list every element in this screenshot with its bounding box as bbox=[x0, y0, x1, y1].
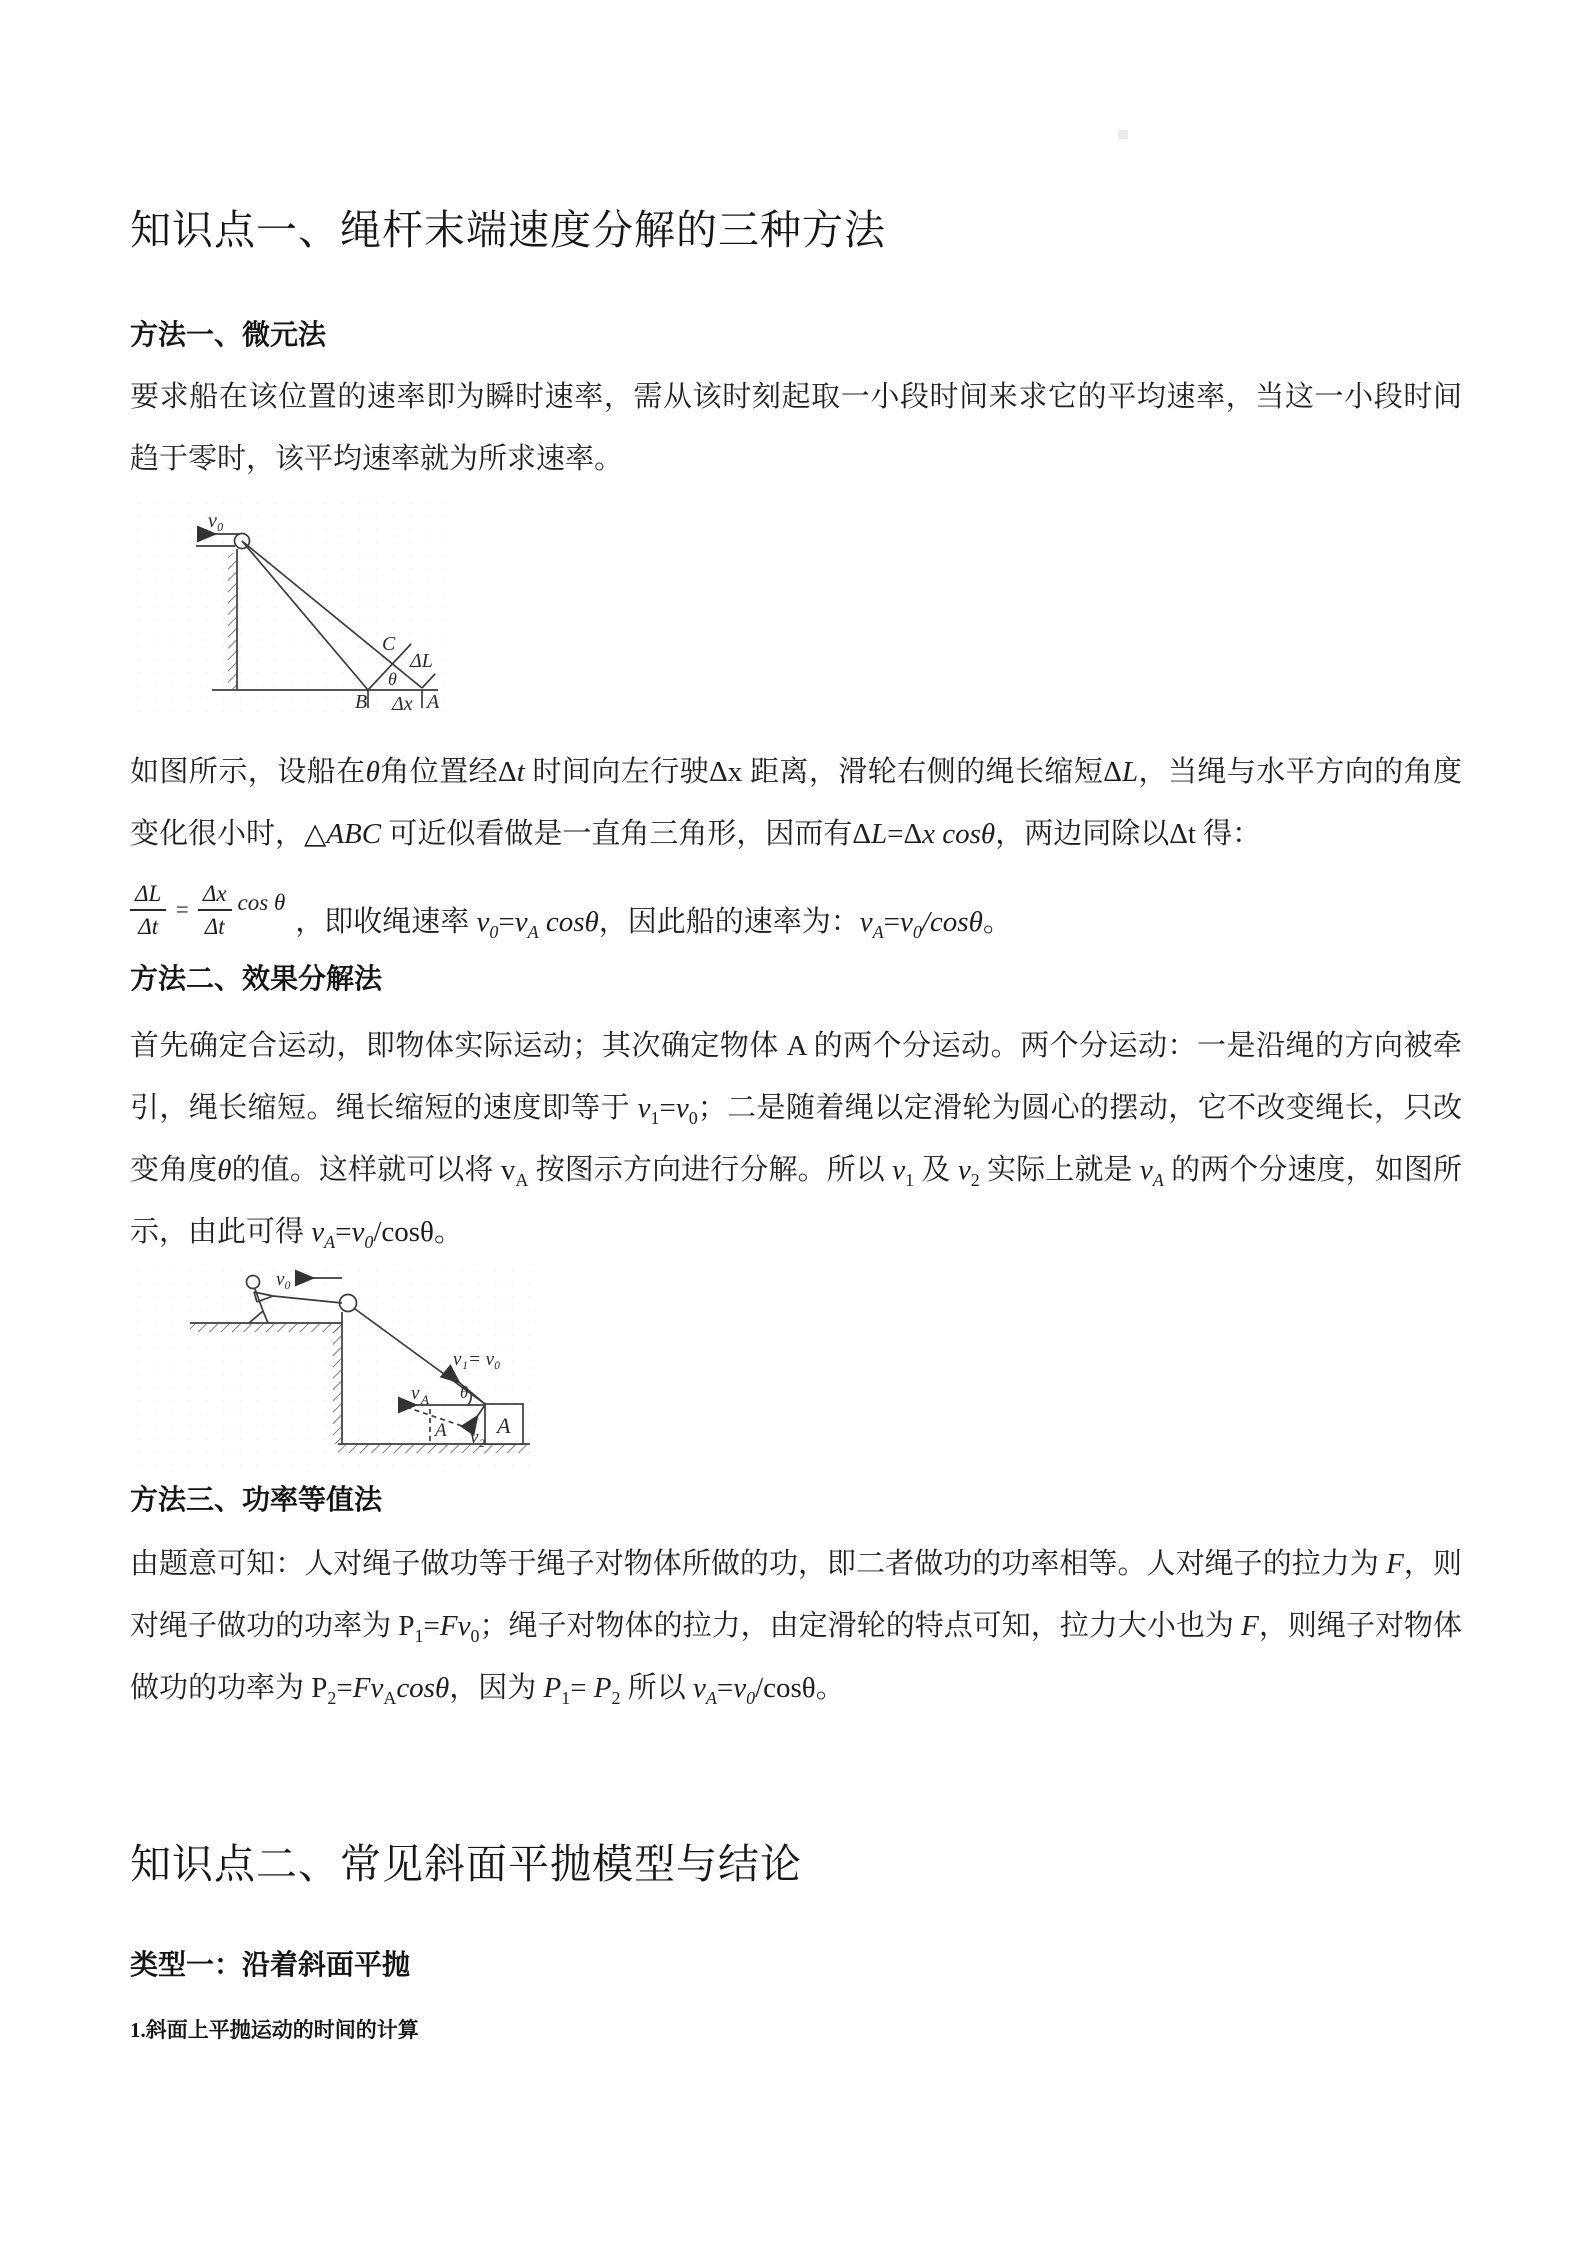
fraction-dx-dt bbox=[198, 880, 232, 940]
scan-artifact bbox=[1118, 130, 1128, 139]
figure2-svg bbox=[130, 1264, 542, 1466]
formula-line bbox=[130, 880, 1012, 943]
section1-title: 知识点一、绳杆末端速度分解的三种方法 bbox=[130, 206, 886, 254]
method2-heading: 方法二、效果分解法 bbox=[130, 964, 383, 995]
label-B: B bbox=[355, 691, 368, 713]
cliff-wall-hatch bbox=[333, 1324, 342, 1444]
person-body bbox=[249, 1289, 273, 1323]
label-A: A bbox=[427, 691, 440, 713]
method2-paragraph: 首先确定合运动，即物体实际运动；其次确定物体 A 的两个分运动。两个分运动：一是沿绳的方向被牵引，绳长缩短。绳长缩短的速度即等于 $v_1=v_0$；二是随着绳以定滑轮为圆心的摆动，它不改变绳长，只改变角度θ的值。这样就可以将 $v_A$ 按图示方向进行分解。所以 $v_1$ 及 $v_2$ 实际上就是 $v_A$ 的两个分速度，如图所示，由此可得 $v_A=v_0$/cosθ。 bbox=[130, 1030, 1462, 1252]
tick-at-A bbox=[422, 674, 435, 688]
person-head bbox=[247, 1276, 260, 1289]
label-v2: v₂ bbox=[470, 1427, 486, 1448]
figure1-svg bbox=[130, 497, 450, 722]
fraction-numerator: Δx bbox=[198, 880, 232, 911]
figure-person-pulley-block bbox=[130, 1264, 542, 1466]
method1-paragraph2: 如图所示，设船在θ角位置经Δt 时间向左行驶Δx 距离，滑轮右侧的绳长缩短ΔL，当绳与水平方向的角度变化很小时，△ABC 可近似看做是一直角三角形，因而有ΔL=Δx cosθ，两边同除以Δt 得： bbox=[130, 756, 1462, 850]
method1-heading: 方法一、微元法 bbox=[130, 320, 327, 351]
label-vA-sub: A bbox=[421, 1392, 429, 1407]
label-dx: Δx bbox=[392, 693, 413, 715]
lower-ground-hatch bbox=[338, 1444, 530, 1453]
upper-ground-hatch bbox=[190, 1323, 342, 1332]
label-v0: v₀ bbox=[276, 1269, 292, 1290]
label-v0: v₀ bbox=[208, 510, 224, 532]
pulley bbox=[340, 1295, 357, 1312]
label-theta: θ bbox=[388, 669, 397, 689]
label-block-A: A bbox=[497, 1413, 511, 1438]
rope-horizontal bbox=[273, 1296, 342, 1303]
label-C: C bbox=[382, 633, 396, 655]
label-vA-main: v bbox=[411, 1383, 420, 1404]
section2-title: 知识点二、常见斜面平抛模型与结论 bbox=[130, 1840, 802, 1888]
label-theta: θ bbox=[460, 1383, 469, 1402]
figure1-lines bbox=[196, 534, 438, 709]
rope-to-B bbox=[242, 541, 368, 690]
method1-paragraph: 要求船在该位置的速率即为瞬时速率，需从该时刻起取一小段时间来求它的平均速率，当这一小段时间趋于零时，该平均速率就为所求速率。 bbox=[130, 381, 1462, 475]
fraction-denominator: Δt bbox=[138, 914, 159, 940]
theta-arc bbox=[468, 1393, 471, 1405]
label-ghost-A: A bbox=[435, 1420, 447, 1441]
fraction-denominator: Δt bbox=[204, 914, 225, 940]
method3-paragraph: 由题意可知：人对绳子做功等于绳子对物体所做的功，即二者做功的功率相等。人对绳子的拉力为 F，则对绳子做功的功率为 $P_1=Fv_0$；绳子对物体的拉力，由定滑轮的特点可知，拉力大小也为 F，则绳子对物体做功的功率为 $P_2=Fv_A\cos\theta$，因为 $P_1= P_2$ 所以 $v_A=v_0$/cosθ。 bbox=[130, 1548, 1462, 1708]
type1-heading: 类型一：沿着斜面平抛 bbox=[130, 1950, 411, 1981]
label-dL: ΔL bbox=[410, 650, 433, 672]
wall-hatch bbox=[228, 553, 237, 689]
method3-heading: 方法三、功率等值法 bbox=[130, 1485, 383, 1516]
label-v1-equals-v0: v₁= v₀ bbox=[453, 1349, 501, 1370]
fraction-numerator: ΔL bbox=[130, 880, 166, 911]
cos-theta: cos θ bbox=[237, 890, 286, 916]
formula-tail-text: ，即收绳速率 $v_0=v_A$ cosθ，因此船的速率为：$v_A=v_0$/cosθ。 bbox=[295, 906, 1012, 943]
figure-pulley-triangle bbox=[130, 497, 450, 722]
fraction-dL-dt bbox=[130, 880, 166, 940]
rope-to-A bbox=[242, 541, 422, 688]
item1-heading: 1.斜面上平抛运动的时间的计算 bbox=[130, 2018, 419, 2042]
equals-sign: = bbox=[174, 897, 190, 923]
figure2-labels bbox=[276, 1269, 511, 1448]
v2-arrow bbox=[470, 1405, 485, 1427]
